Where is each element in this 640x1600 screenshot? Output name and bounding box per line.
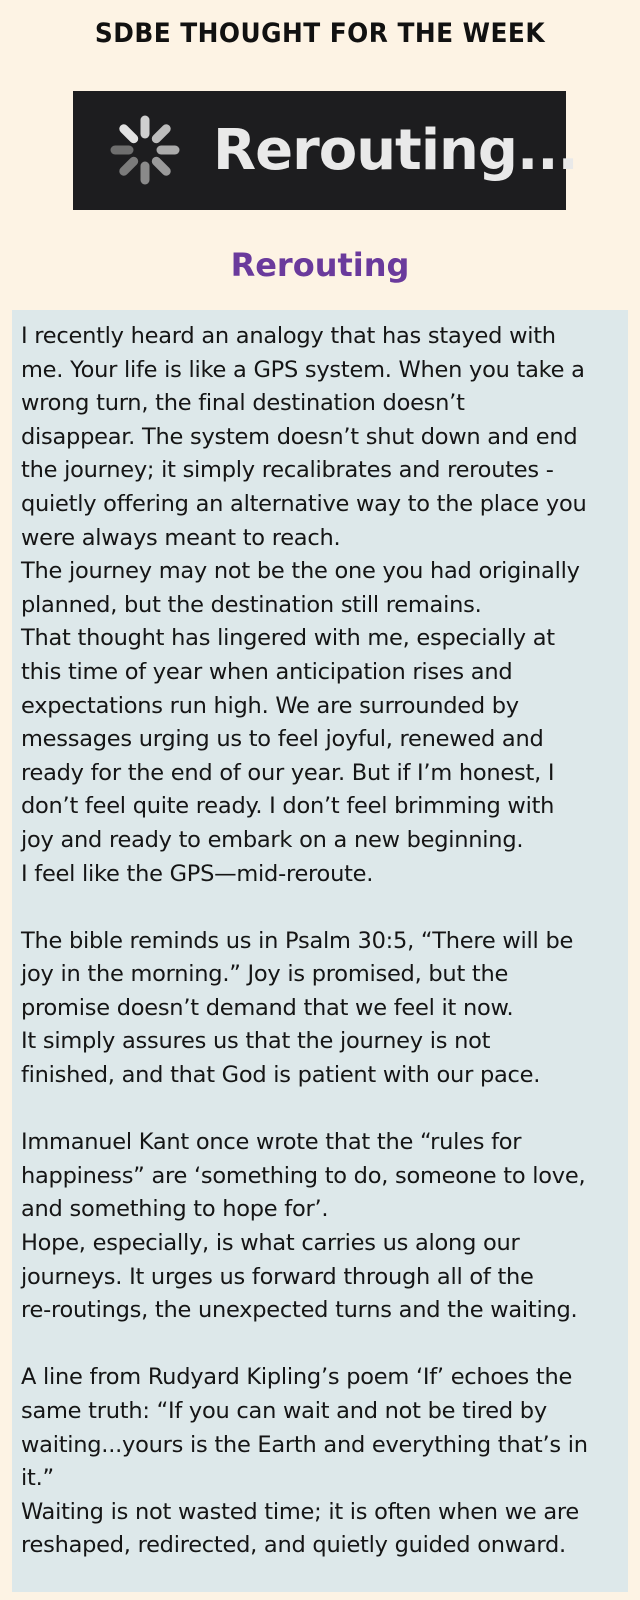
article-paragraph: The bible reminds us in Psalm 30:5, “There will be joy in the morning.” Joy is promised, but the promise doesn’t demand that we feel it now. It simply assures us that the journey is not finished, and that God is patient with our pace. (21, 927, 574, 1089)
article-title: Rerouting (230, 246, 410, 284)
article-paragraph: I recently heard an analogy that has stayed with me. Your life is like a GPS system. When you take a wrong turn, the final destination doesn’t disappear. The system doesn’t shut down and end the journey; it simply recalibrates and reroutes - quietly offering an alternative way to the place you were always meant to reach. The journey may not be the one you had originally planned, but the destination still remains. That thought has lingered with me, especially at this time of year when anticipation rises and expectations run high. We are surrounded by messages urging us to feel joyful, renewed and ready for the end of our year. But if I’m honest, I don’t feel quite ready. I don’t feel brimming with joy and ready to embark on a new beginning. I feel like the GPS—mid-reroute. (21, 323, 587, 887)
paragraph-spacer (21, 1093, 619, 1127)
article-paragraph: A line from Rudyard Kipling’s poem ‘If’ echoes the same truth: “If you can wait and not be tired by waiting...yours is the Earth and everything that’s in it.” Waiting is not wasted time; it is often when we are reshaped, redirected, and quietly guided onward. (21, 1364, 588, 1559)
paragraph-spacer (21, 891, 619, 925)
article-body (12, 310, 628, 1592)
page-header-title: SDBE THOUGHT FOR THE WEEK (94, 18, 546, 49)
rerouting-banner-image (73, 91, 578, 210)
article-paragraph: Immanuel Kant once wrote that the “rules for happiness” are ‘something to do, someone to love, and something to hope for’. Hope, especially, is what carries us along our journeys. It urges us forward through all of the re-routings, the unexpected turns and the waiting. (21, 1129, 586, 1324)
loading-spinner-icon (109, 114, 181, 186)
paragraph-spacer (21, 1328, 619, 1362)
banner-text: Rerouting... (213, 118, 578, 183)
